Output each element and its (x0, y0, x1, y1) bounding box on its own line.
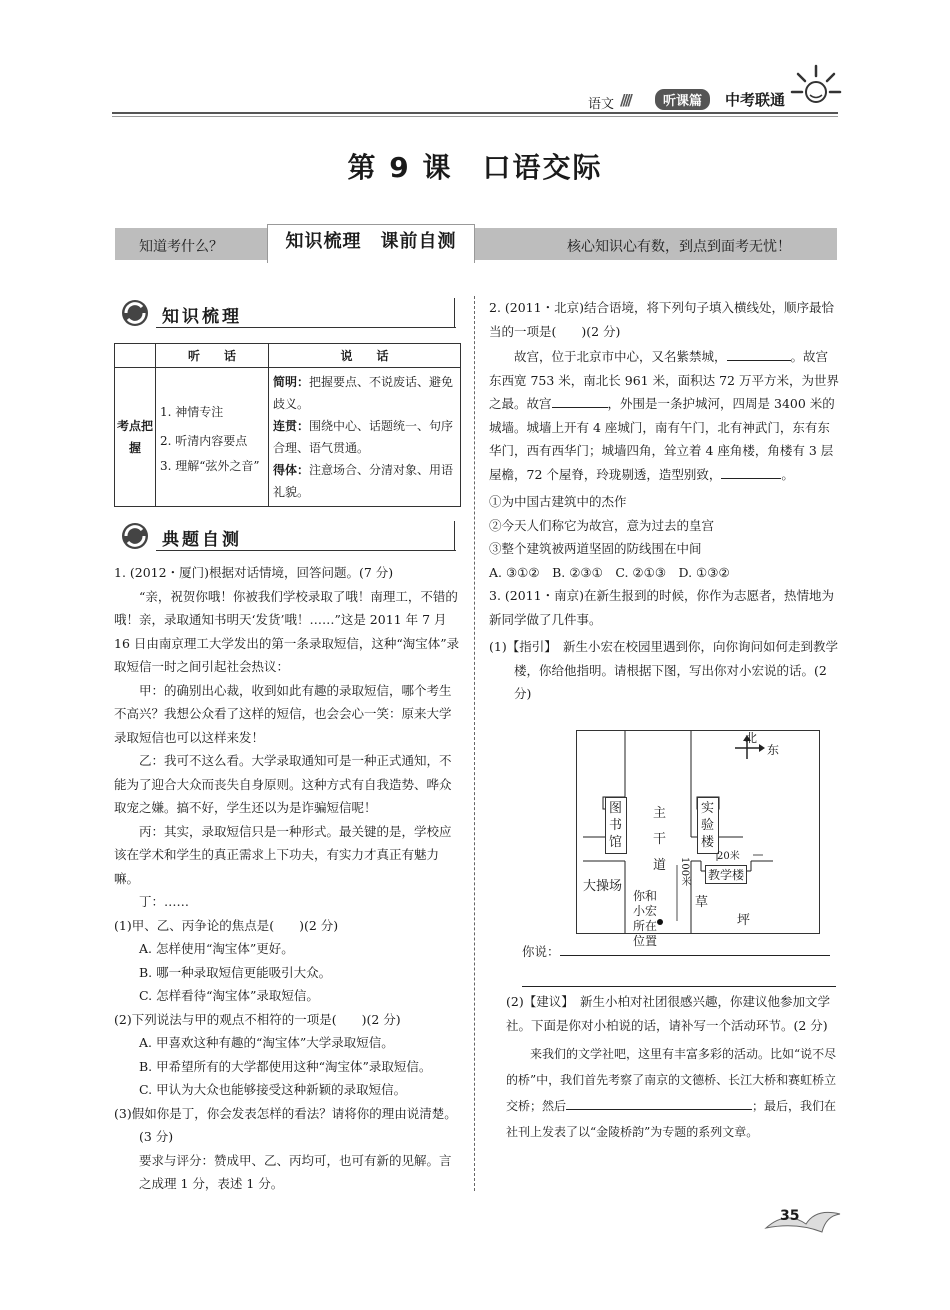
blank (721, 464, 781, 479)
north-label: 北 (745, 731, 758, 745)
page-number-wave-icon (764, 1200, 844, 1240)
speak-item: 简明：把握要点、不说废话、避免歧义。 (273, 375, 454, 411)
option: A. 怎样使用“淘宝体”更好。 (139, 941, 294, 956)
campus-map (576, 730, 820, 948)
blank (727, 346, 791, 361)
q1-sub3: (3)假如你是丁，你会发表怎样的看法？请将你的理由说清楚。(3 分) (114, 1105, 457, 1144)
table-header-listen: 听 话 (156, 344, 269, 368)
blank (566, 1095, 676, 1110)
option: B. 哪一种录取短信更能吸引大众。 (139, 964, 332, 980)
q1-jia: 甲：的确别出心裁，收到如此有趣的录取短信，哪个考生不高兴？我想公众看了这样的短信，也会会心一笑：原来大学录取短信也可以这样来发！ (114, 682, 452, 745)
q3-part2-text: 来我们的文学社吧，这里有丰富多彩的活动。比如“说不尽的桥”中，我们首先考察了南京的文德桥、长江大桥和赛虹桥立交桥；然后 ；最后，我们在社刊上发表了以“金陵桥韵”为专题的系列文章。 (506, 1047, 837, 1139)
option: A. 甲喜欢这种有趣的“淘宝体”大学录取短信。 (139, 1035, 394, 1050)
blank (676, 1095, 752, 1110)
page-number: 35 (780, 1208, 800, 1224)
section-heading-knowledge (116, 298, 456, 328)
section-swirl-icon (118, 298, 154, 328)
q2-item: ②今天人们称它为故宫，意为过去的皇宫 (489, 517, 715, 533)
question-2 (489, 296, 839, 706)
listen-item: 1. 神情专注 (160, 405, 224, 419)
table-row-label: 考点把握 (115, 368, 156, 507)
distance-20m: 20米 (717, 851, 740, 862)
header-brand: 中考联通 (725, 91, 786, 109)
banner-right: 核心知识心有数，到点到面考无忧！ (567, 239, 791, 255)
q1-ding: 丁：…… (139, 894, 190, 909)
east-label: 东 (767, 743, 780, 757)
option: C. 甲认为大众也能够接受这种新颖的录取短信。 (139, 1082, 407, 1097)
listen-item: 2. 听清内容要点 (160, 434, 248, 448)
section-title-practice: 典题自测 (162, 530, 242, 550)
grass-label-2: 坪 (737, 913, 751, 928)
header-rule (112, 112, 838, 114)
header-subject: 语文 (588, 97, 615, 112)
section-swirl-icon (118, 521, 154, 551)
grass-label-1: 草 (695, 895, 709, 910)
q1-passage: “亲，祝贺你哦！你被我们学校录取了哦！南理工，不错的哦！亲，录取通知书明天‘发货’哦！……”这是 2011 年 7 月 16 日由南京理工大学发出的第一条录取短信，这种“淘宝体”录取短信一时之间引起社会热议： (114, 588, 460, 674)
section-heading-practice (116, 521, 456, 551)
section-title-knowledge: 知识梳理 (162, 307, 242, 327)
sun-logo-icon (790, 62, 842, 116)
knowledge-table (114, 343, 461, 507)
q1-sub2: (2)下列说法与甲的观点不相符的一项是( )(2 分) (114, 1011, 401, 1027)
q1-requirement: 要求与评分：赞成甲、乙、丙均可，也可有新的见解。言之成理 1 分，表述 1 分。 (139, 1152, 452, 1191)
q2-stem: 2. (2011・北京)结合语境，将下列句子填入横线处，顺序最恰当的一项是( )(2 分) (489, 300, 834, 339)
blank (522, 964, 836, 987)
banner-center: 知识梳理 课前自测 (267, 224, 475, 263)
header-slash-icon: //// (620, 91, 630, 109)
playground-label: 大操场 (583, 879, 623, 894)
q3-part2: (2)【建议】 新生小柏对社团很感兴趣，你建议他参加文学社。下面是你对小柏说的话，请补写一个活动环节。(2 分) 来我们的文学社吧，这里有丰富多彩的活动。比如“说不尽的桥”中，我们首先考察了南京的文德桥、长江大桥和赛虹桥立交桥；然后 ；最后，我们在社刊上发表了以“金陵桥韵”为专题的系列文章。 (506, 990, 838, 1145)
q1-yi: 乙：我可不这么看。大学录取通知可是一种正式通知，不能为了迎合大众而丧失自身原则。这种方式有自我造势、哗众取宠之嫌。搞不好，学生还以为是诈骗短信呢！ (114, 753, 452, 815)
speak-item: 连贯：围绕中心、话题统一、句序合理、语气贯通。 (273, 419, 454, 455)
listen-item: 3. 理解“弦外之音” (160, 459, 260, 473)
q1-sub1: (1)甲、乙、丙争论的焦点是( )(2 分) (114, 917, 339, 933)
q1-stem: 1. (2012・厦门)根据对话情境，回答问题。(7 分) (114, 565, 394, 580)
library-label: 图书馆 (605, 797, 627, 854)
distance-100m: 100米 (679, 857, 690, 887)
q2-options: A. ③①② B. ②③① C. ②①③ D. ①③② (489, 564, 730, 580)
header-section-badge: 听课篇 (655, 89, 710, 110)
lab-label: 实验楼 (697, 797, 719, 854)
header-rule-thin (112, 116, 838, 117)
option: B. 甲希望所有的大学都使用这种“淘宝体”录取短信。 (139, 1058, 432, 1074)
answer-line-you-say: 你说： (522, 940, 836, 987)
speak-item: 得体：注意场合、分清对象、用语礼貌。 (273, 463, 454, 499)
question-1 (114, 561, 462, 1196)
your-position-label: 你和小宏所在位置 (633, 889, 658, 948)
q2-passage: 故宫，位于北京市中心，又名紫禁城， 。故宫东西宽 753 米，南北长 961 米，面积达 72 万平方米，为世界之最。故宫 ，外围是一条护城河，四周是 3400 米的城墙。城墙上开有 4 座城门，南有午门，北有神武门，东有东华门，西有西华门；城墙四角，耸立着 4 座角楼，角楼有 3 层屋檐，72 个屋脊，玲珑剔透，造型别致， 。 (489, 345, 839, 486)
q1-bing: 丙：其实，录取短信只是一种形式。最关键的是，学校应该在学术和学生的真正需求上下功夫，有实力才真正有魅力嘛。 (114, 823, 452, 886)
q3-part1: (1)【指引】 新生小宏在校园里遇到你，向你询问如何走到教学楼，你给他指明。请根据下图，写出你对小宏说的话。(2 分) (489, 639, 838, 701)
blank (552, 393, 608, 408)
road-label: 主干道 (653, 806, 667, 873)
q2-item: ③整个建筑被两道坚固的防线围在中间 (489, 541, 702, 556)
q3-stem: 3. (2011・南京)在新生报到的时候，你作为志愿者，热情地为新同学做了几件事。 (489, 588, 834, 627)
section-banner (115, 228, 837, 260)
option: C. 怎样看待“淘宝体”录取短信。 (139, 988, 319, 1003)
page-title: 第 9 课 口语交际 (347, 151, 603, 184)
banner-left: 知道考什么？ (139, 239, 223, 255)
column-divider (474, 296, 475, 1191)
teaching-building-label: 教学楼 (705, 865, 747, 884)
blank (560, 941, 830, 956)
q2-item: ①为中国古建筑中的杰作 (489, 494, 627, 509)
table-header-speak: 说 话 (269, 344, 461, 368)
